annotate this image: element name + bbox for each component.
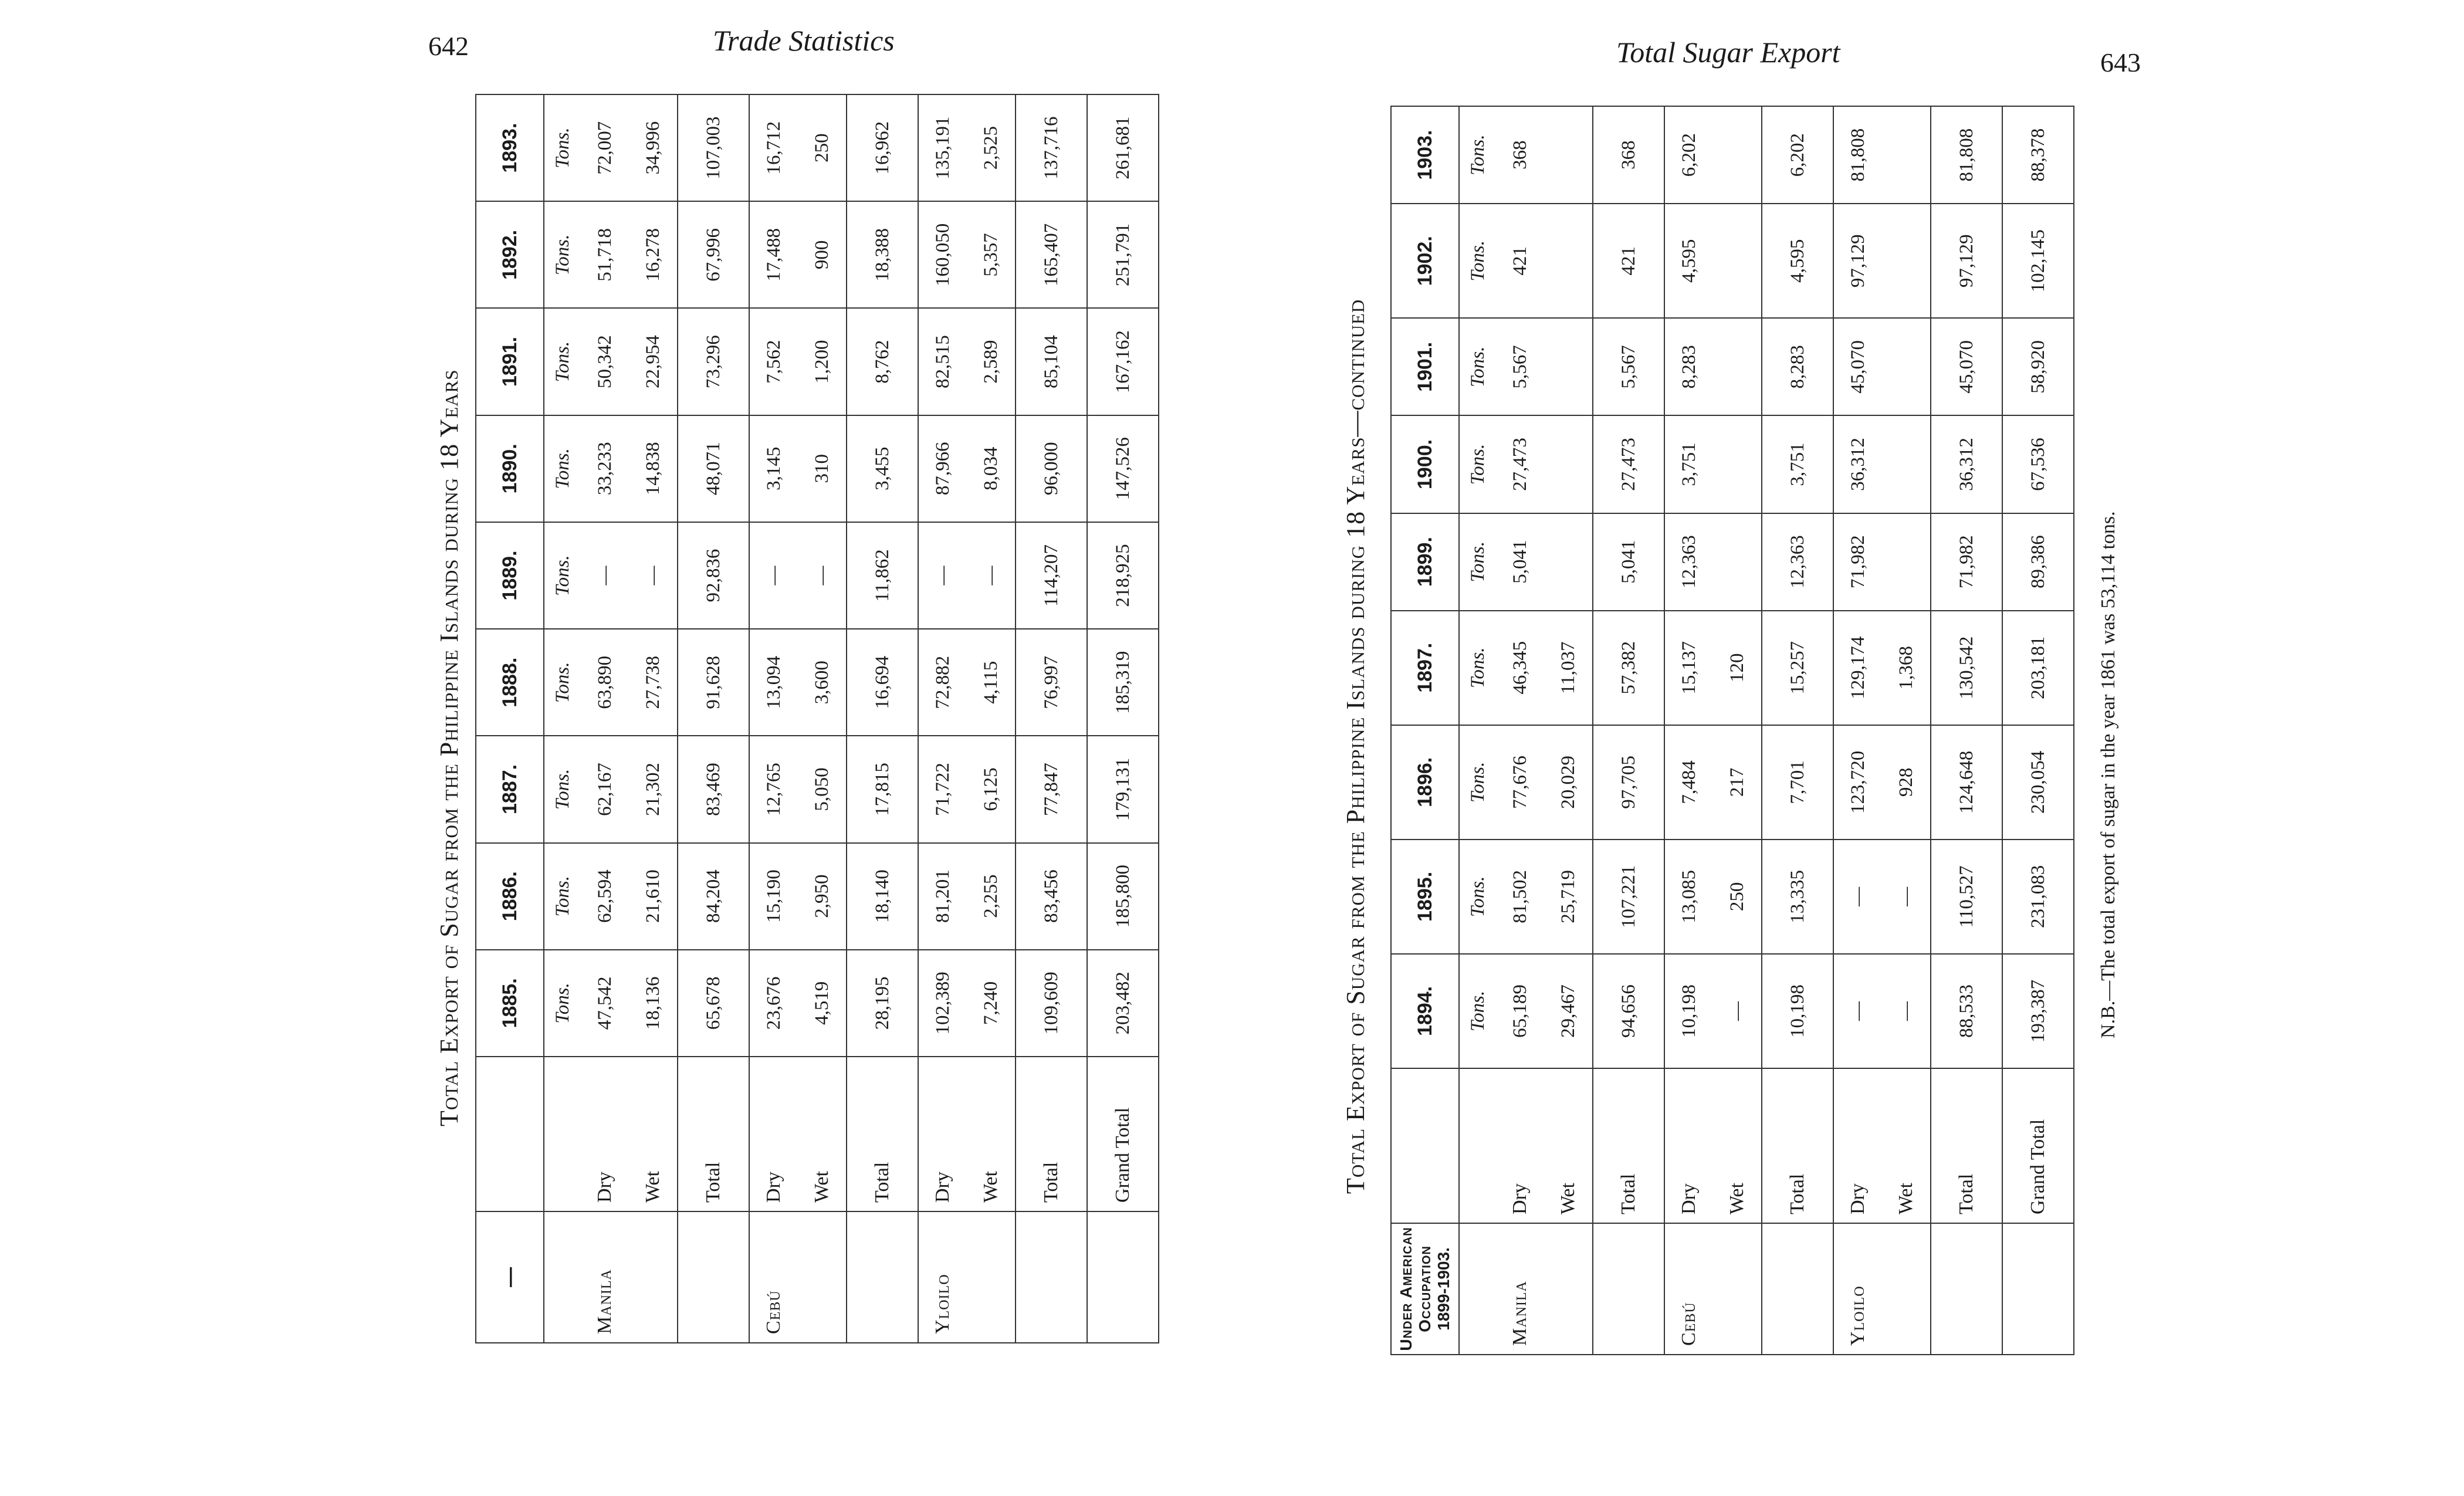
value-cell: 34,996: [629, 94, 678, 201]
table-row: [1762, 106, 1833, 1355]
value-cell: 16,712: [749, 94, 798, 201]
value-cell: 147,526: [1087, 415, 1159, 522]
value-cell: 18,140: [847, 843, 918, 950]
value-cell: 130,542: [1931, 611, 2002, 725]
region-cell: [629, 1211, 678, 1343]
region-cell: [1882, 1223, 1931, 1355]
value-cell: 179,131: [1087, 736, 1159, 842]
corner-line1: Under American Occupation: [1397, 1227, 1434, 1351]
value-cell: 928: [1882, 725, 1931, 840]
left-running-head: Trade Statistics: [713, 24, 895, 57]
year-header: 1901.: [1391, 318, 1459, 415]
label-header: [476, 1057, 544, 1211]
row-label: Wet: [1882, 1068, 1931, 1223]
table-row: [1496, 106, 1544, 1355]
value-cell: —: [798, 522, 847, 629]
value-cell: 123,720: [1833, 725, 1882, 840]
year-header: 1890.: [476, 415, 544, 522]
value-cell: —: [1882, 840, 1931, 954]
unit-row: [544, 94, 581, 1343]
year-header: 1891.: [476, 308, 544, 415]
value-cell: 67,996: [678, 201, 749, 308]
value-cell: [1882, 513, 1931, 611]
value-cell: [1544, 415, 1593, 513]
value-cell: 77,847: [1016, 736, 1087, 842]
table-row: [1087, 94, 1159, 1343]
value-cell: 109,609: [1016, 950, 1087, 1057]
value-cell: 13,094: [749, 629, 798, 736]
table-row: [847, 94, 918, 1343]
unit-cell: Tons.: [1459, 415, 1496, 513]
value-cell: 87,966: [918, 415, 967, 522]
region-cell: [1713, 1223, 1762, 1355]
value-cell: 22,954: [629, 308, 678, 415]
value-cell: 12,765: [749, 736, 798, 842]
year-header: 1888.: [476, 629, 544, 736]
value-cell: 135,191: [918, 94, 967, 201]
value-cell: 23,676: [749, 950, 798, 1057]
value-cell: [1882, 204, 1931, 318]
unit-cell: Tons.: [1459, 611, 1496, 725]
region-cell: Manila: [1496, 1223, 1544, 1355]
value-cell: 167,162: [1087, 308, 1159, 415]
year-header: 1886.: [476, 843, 544, 950]
value-cell: 129,174: [1833, 611, 1882, 725]
value-cell: 218,925: [1087, 522, 1159, 629]
row-label: Dry: [918, 1057, 967, 1211]
value-cell: 72,007: [581, 94, 629, 201]
value-cell: 2,950: [798, 843, 847, 950]
footnote: N.B.—The total export of sugar in the year 1861 was 53,114 tons.: [2097, 511, 2119, 1038]
value-cell: 13,085: [1664, 840, 1713, 954]
unit-cell: Tons.: [1459, 725, 1496, 840]
value-cell: 76,997: [1016, 629, 1087, 736]
value-cell: 21,302: [629, 736, 678, 842]
unit-cell: Tons.: [1459, 204, 1496, 318]
value-cell: —: [1833, 954, 1882, 1068]
value-cell: 2,255: [967, 843, 1016, 950]
row-label: Total: [1931, 1068, 2002, 1223]
table-row: [581, 94, 629, 1343]
value-cell: —: [967, 522, 1016, 629]
right-table-wrapper: [1390, 106, 2074, 1355]
right-table-caption: Total Export of Sugar from the Philippine Islands during 18 Years—continued: [1341, 299, 1370, 1194]
unit-cell: Tons.: [1459, 318, 1496, 415]
value-cell: [1882, 106, 1931, 204]
value-cell: 51,718: [581, 201, 629, 308]
table-row: [918, 94, 967, 1343]
value-cell: 193,387: [2002, 954, 2074, 1068]
right-page-number: 643: [2100, 48, 2141, 77]
year-header: 1892.: [476, 201, 544, 308]
value-cell: 57,382: [1593, 611, 1664, 725]
value-cell: 13,335: [1762, 840, 1833, 954]
value-cell: 1,200: [798, 308, 847, 415]
value-cell: 5,567: [1593, 318, 1664, 415]
value-cell: 7,484: [1664, 725, 1713, 840]
left-page-number: 642: [428, 31, 469, 61]
value-cell: 185,800: [1087, 843, 1159, 950]
value-cell: 48,071: [678, 415, 749, 522]
value-cell: 217: [1713, 725, 1762, 840]
value-cell: 18,136: [629, 950, 678, 1057]
value-cell: 107,003: [678, 94, 749, 201]
value-cell: 250: [1713, 840, 1762, 954]
value-cell: [1544, 204, 1593, 318]
value-cell: 421: [1593, 204, 1664, 318]
year-header: 1896.: [1391, 725, 1459, 840]
unit-cell: Tons.: [544, 629, 581, 736]
value-cell: 36,312: [1833, 415, 1882, 513]
year-header: 1887.: [476, 736, 544, 842]
value-cell: —: [629, 522, 678, 629]
year-header: 1894.: [1391, 954, 1459, 1068]
value-cell: 5,357: [967, 201, 1016, 308]
row-label: Dry: [749, 1057, 798, 1211]
value-cell: 7,240: [967, 950, 1016, 1057]
value-cell: 88,378: [2002, 106, 2074, 204]
unit-cell: Tons.: [544, 94, 581, 201]
value-cell: 5,041: [1593, 513, 1664, 611]
value-cell: 5,567: [1496, 318, 1544, 415]
value-cell: 203,482: [1087, 950, 1159, 1057]
value-cell: 71,982: [1931, 513, 2002, 611]
year-header: 1899.: [1391, 513, 1459, 611]
region-cell: Yloilo: [918, 1211, 967, 1343]
value-cell: —: [918, 522, 967, 629]
value-cell: 900: [798, 201, 847, 308]
value-cell: 50,342: [581, 308, 629, 415]
table-row: [1713, 106, 1762, 1355]
value-cell: 11,862: [847, 522, 918, 629]
value-cell: 58,920: [2002, 318, 2074, 415]
value-cell: 71,982: [1833, 513, 1882, 611]
value-cell: [1713, 204, 1762, 318]
table-row: [1664, 106, 1713, 1355]
value-cell: 46,345: [1496, 611, 1544, 725]
value-cell: 8,283: [1762, 318, 1833, 415]
row-label: Wet: [629, 1057, 678, 1211]
value-cell: 12,363: [1664, 513, 1713, 611]
table-row: [1016, 94, 1087, 1343]
table-row: [967, 94, 1016, 1343]
row-label: Dry: [1833, 1068, 1882, 1223]
value-cell: 91,628: [678, 629, 749, 736]
region-cell: [798, 1211, 847, 1343]
value-cell: 251,791: [1087, 201, 1159, 308]
value-cell: 15,257: [1762, 611, 1833, 725]
region-cell: [847, 1211, 918, 1343]
region-cell: [967, 1211, 1016, 1343]
value-cell: [1713, 318, 1762, 415]
value-cell: 33,233: [581, 415, 629, 522]
value-cell: 368: [1496, 106, 1544, 204]
table-row: [1931, 106, 2002, 1355]
unit-cell: Tons.: [544, 201, 581, 308]
value-cell: 11,037: [1544, 611, 1593, 725]
left-table-wrapper: [475, 94, 1159, 1343]
value-cell: 88,533: [1931, 954, 2002, 1068]
unit-cell: Tons.: [544, 415, 581, 522]
table-row: [2002, 106, 2074, 1355]
value-cell: 102,145: [2002, 204, 2074, 318]
table-row: [798, 94, 847, 1343]
value-cell: 3,600: [798, 629, 847, 736]
value-cell: 6,125: [967, 736, 1016, 842]
unit-cell: Tons.: [544, 522, 581, 629]
value-cell: 25,719: [1544, 840, 1593, 954]
value-cell: 16,278: [629, 201, 678, 308]
right-sugar-table: [1390, 106, 2074, 1355]
value-cell: —: [1882, 954, 1931, 1068]
table-row: [1833, 106, 1882, 1355]
row-label: Total: [1016, 1057, 1087, 1211]
value-cell: 3,455: [847, 415, 918, 522]
value-cell: 84,204: [678, 843, 749, 950]
value-cell: 1,368: [1882, 611, 1931, 725]
value-cell: 2,525: [967, 94, 1016, 201]
value-cell: 3,145: [749, 415, 798, 522]
row-label: Wet: [1544, 1068, 1593, 1223]
table-row: [749, 94, 798, 1343]
value-cell: [1544, 318, 1593, 415]
value-cell: 82,515: [918, 308, 967, 415]
table-row: [1593, 106, 1664, 1355]
value-cell: 3,751: [1762, 415, 1833, 513]
row-label: Grand Total: [2002, 1068, 2074, 1223]
value-cell: 65,189: [1496, 954, 1544, 1068]
region-cell: [678, 1211, 749, 1343]
value-cell: 81,808: [1833, 106, 1882, 204]
value-cell: 17,488: [749, 201, 798, 308]
value-cell: 114,207: [1016, 522, 1087, 629]
value-cell: 36,312: [1931, 415, 2002, 513]
table-row: [1544, 106, 1593, 1355]
year-header: 1885.: [476, 950, 544, 1057]
year-header: 1893.: [476, 94, 544, 201]
value-cell: 81,201: [918, 843, 967, 950]
corner-cell: —: [476, 1211, 544, 1343]
region-cell: [1593, 1223, 1664, 1355]
value-cell: 261,681: [1087, 94, 1159, 201]
value-cell: 12,363: [1762, 513, 1833, 611]
year-header: 1902.: [1391, 204, 1459, 318]
value-cell: 8,283: [1664, 318, 1713, 415]
unit-cell: Tons.: [1459, 954, 1496, 1068]
row-label: Total: [1593, 1068, 1664, 1223]
value-cell: 231,083: [2002, 840, 2074, 954]
value-cell: 81,502: [1496, 840, 1544, 954]
region-cell: [1762, 1223, 1833, 1355]
value-cell: 97,705: [1593, 725, 1664, 840]
table-row: [678, 94, 749, 1343]
value-cell: 10,198: [1762, 954, 1833, 1068]
value-cell: 15,137: [1664, 611, 1713, 725]
value-cell: 368: [1593, 106, 1664, 204]
unit-cell: Tons.: [1459, 513, 1496, 611]
value-cell: 165,407: [1016, 201, 1087, 308]
value-cell: 28,195: [847, 950, 918, 1057]
region-cell: Yloilo: [1833, 1223, 1882, 1355]
value-cell: —: [581, 522, 629, 629]
value-cell: 102,389: [918, 950, 967, 1057]
value-cell: 160,050: [918, 201, 967, 308]
table-row: [629, 94, 678, 1343]
value-cell: 110,527: [1931, 840, 2002, 954]
value-cell: 85,104: [1016, 308, 1087, 415]
value-cell: [1544, 513, 1593, 611]
table-row: [1882, 106, 1931, 1355]
value-cell: 185,319: [1087, 629, 1159, 736]
value-cell: 16,694: [847, 629, 918, 736]
value-cell: [1713, 106, 1762, 204]
row-label: Total: [1762, 1068, 1833, 1223]
value-cell: 97,129: [1931, 204, 2002, 318]
value-cell: 67,536: [2002, 415, 2074, 513]
row-label: Grand Total: [1087, 1057, 1159, 1211]
row-label: Dry: [581, 1057, 629, 1211]
value-cell: 2,589: [967, 308, 1016, 415]
row-label: Dry: [1664, 1068, 1713, 1223]
value-cell: 4,519: [798, 950, 847, 1057]
value-cell: [1544, 106, 1593, 204]
value-cell: 310: [798, 415, 847, 522]
value-cell: 29,467: [1544, 954, 1593, 1068]
corner-cell: [1391, 1223, 1459, 1355]
value-cell: 72,882: [918, 629, 967, 736]
value-cell: 73,296: [678, 308, 749, 415]
value-cell: 10,198: [1664, 954, 1713, 1068]
value-cell: 81,808: [1931, 106, 2002, 204]
value-cell: 96,000: [1016, 415, 1087, 522]
value-cell: —: [1833, 840, 1882, 954]
value-cell: 230,054: [2002, 725, 2074, 840]
value-cell: 203,181: [2002, 611, 2074, 725]
value-cell: 107,221: [1593, 840, 1664, 954]
value-cell: 83,469: [678, 736, 749, 842]
left-sugar-table: [475, 94, 1159, 1343]
region-cell: [1544, 1223, 1593, 1355]
year-header: 1895.: [1391, 840, 1459, 954]
row-label: Total: [847, 1057, 918, 1211]
value-cell: 8,762: [847, 308, 918, 415]
unit-cell: Tons.: [544, 736, 581, 842]
value-cell: 4,115: [967, 629, 1016, 736]
right-running-head: Total Sugar Export: [1616, 36, 1840, 69]
value-cell: 83,456: [1016, 843, 1087, 950]
left-table-caption: Total Export of Sugar from the Philippine Islands during 18 Years: [435, 369, 463, 1126]
row-label: Wet: [967, 1057, 1016, 1211]
corner-line2: 1899-1903.: [1434, 1247, 1453, 1331]
value-cell: 89,386: [2002, 513, 2074, 611]
value-cell: 62,594: [581, 843, 629, 950]
region-cell: Manila: [581, 1211, 629, 1343]
value-cell: 18,388: [847, 201, 918, 308]
value-cell: 17,815: [847, 736, 918, 842]
region-cell: [2002, 1223, 2074, 1355]
region-cell: [1931, 1223, 2002, 1355]
value-cell: 5,041: [1496, 513, 1544, 611]
region-cell: [1016, 1211, 1087, 1343]
year-header: 1900.: [1391, 415, 1459, 513]
value-cell: 124,648: [1931, 725, 2002, 840]
label-header: [1391, 1068, 1459, 1223]
value-cell: 45,070: [1833, 318, 1882, 415]
value-cell: 14,838: [629, 415, 678, 522]
year-header: 1897.: [1391, 611, 1459, 725]
unit-cell: Tons.: [1459, 840, 1496, 954]
value-cell: 62,167: [581, 736, 629, 842]
unit-cell: Tons.: [544, 308, 581, 415]
value-cell: 7,562: [749, 308, 798, 415]
value-cell: 47,542: [581, 950, 629, 1057]
value-cell: [1713, 415, 1762, 513]
value-cell: 65,678: [678, 950, 749, 1057]
value-cell: 16,962: [847, 94, 918, 201]
value-cell: 92,836: [678, 522, 749, 629]
value-cell: 120: [1713, 611, 1762, 725]
value-cell: 4,595: [1762, 204, 1833, 318]
value-cell: 3,751: [1664, 415, 1713, 513]
year-header: 1903.: [1391, 106, 1459, 204]
region-cell: [1087, 1211, 1159, 1343]
year-header: 1889.: [476, 522, 544, 629]
value-cell: 21,610: [629, 843, 678, 950]
value-cell: 4,595: [1664, 204, 1713, 318]
value-cell: [1882, 318, 1931, 415]
row-label: Total: [678, 1057, 749, 1211]
value-cell: 5,050: [798, 736, 847, 842]
value-cell: 27,473: [1593, 415, 1664, 513]
value-cell: 94,656: [1593, 954, 1664, 1068]
value-cell: —: [1713, 954, 1762, 1068]
value-cell: [1713, 513, 1762, 611]
value-cell: 6,202: [1664, 106, 1713, 204]
row-label: Dry: [1496, 1068, 1544, 1223]
row-label: Wet: [798, 1057, 847, 1211]
value-cell: [1882, 415, 1931, 513]
value-cell: 45,070: [1931, 318, 2002, 415]
value-cell: 63,890: [581, 629, 629, 736]
value-cell: 27,738: [629, 629, 678, 736]
value-cell: 97,129: [1833, 204, 1882, 318]
value-cell: 7,701: [1762, 725, 1833, 840]
unit-cell: Tons.: [544, 843, 581, 950]
region-cell: Cebú: [1664, 1223, 1713, 1355]
value-cell: 71,722: [918, 736, 967, 842]
value-cell: 27,473: [1496, 415, 1544, 513]
unit-cell: Tons.: [1459, 106, 1496, 204]
unit-cell: Tons.: [544, 950, 581, 1057]
row-label: Wet: [1713, 1068, 1762, 1223]
value-cell: 8,034: [967, 415, 1016, 522]
value-cell: 77,676: [1496, 725, 1544, 840]
value-cell: 20,029: [1544, 725, 1593, 840]
region-cell: Cebú: [749, 1211, 798, 1343]
value-cell: 421: [1496, 204, 1544, 318]
value-cell: 137,716: [1016, 94, 1087, 201]
value-cell: 6,202: [1762, 106, 1833, 204]
unit-row: [1459, 106, 1496, 1355]
value-cell: 250: [798, 94, 847, 201]
value-cell: —: [749, 522, 798, 629]
value-cell: 15,190: [749, 843, 798, 950]
